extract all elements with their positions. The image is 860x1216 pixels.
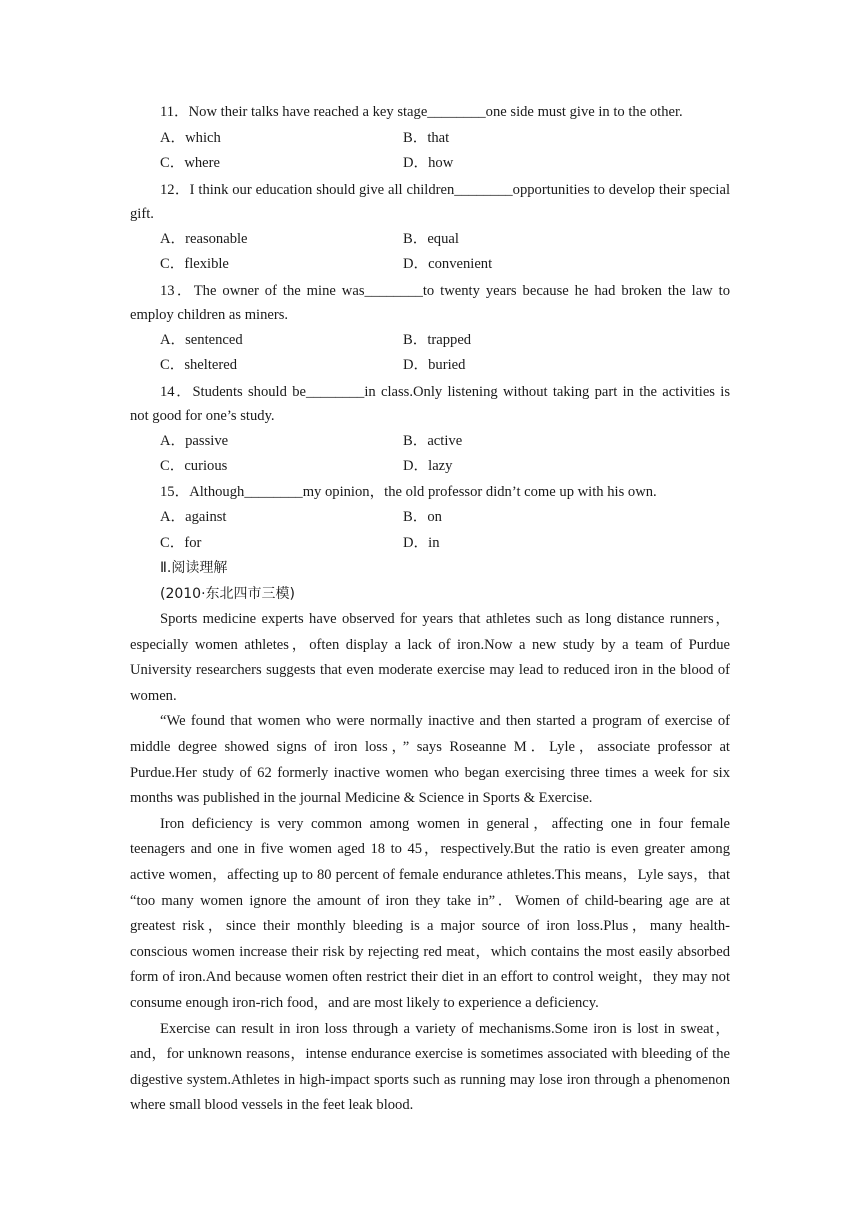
- question-14-stem: 14．Students should be________in class.Only listening without taking part in the activities is not good for one’s study.: [130, 383, 730, 424]
- source-note: (2010·东北四市三模): [160, 585, 296, 602]
- option-d: D．in: [403, 534, 440, 551]
- option-c: C．where: [160, 155, 220, 171]
- option-c: C．sheltered: [160, 357, 238, 373]
- question-12-options-row-1: [130, 227, 730, 253]
- question-12-options-row-2: [130, 252, 730, 278]
- question-11-options-row-1: [130, 126, 730, 152]
- option-c: C．for: [160, 534, 202, 551]
- option-c: C．curious: [160, 458, 228, 474]
- question-11-options-row-2: [130, 151, 730, 177]
- option-a: A．which: [160, 129, 221, 146]
- reading-paragraph-3: Iron deficiency is very common among women in general，affecting one in four female teenagers and one in five women aged 18 to 45，respectively.But the ratio is even greater among active women，affecting up to 80 percent of female endurance athletes.This means，Lyle says，that “too many women ignore the amount of iron they take in”．Women of child-bearing age are at greatest risk，since their monthly bleeding is a major source of iron loss.Plus，many health-conscious women increase their risk by rejecting red meat，which contains the most easily absorbed form of iron.And because women often restrict their diet in an effort to control weight，they may not consume enough iron-rich food，and are most likely to experience a deficiency.: [130, 815, 730, 1011]
- option-d: D．lazy: [403, 458, 453, 474]
- option-b: B．trapped: [403, 331, 472, 348]
- option-b: B．active: [403, 432, 463, 449]
- option-c: C．flexible: [160, 256, 229, 272]
- option-d: D．buried: [403, 357, 466, 373]
- option-d: D．how: [403, 155, 454, 171]
- question-13-options-row-2: [130, 353, 730, 379]
- section-title: Ⅱ.阅读理解: [160, 560, 228, 576]
- question-15-stem: 15．Although________my opinion，the old professor didn’t come up with his own.: [160, 483, 657, 500]
- option-a: A．passive: [160, 432, 229, 449]
- question-13-stem: 13．The owner of the mine was________to twenty years because he had broken the law to employ children as miners.: [130, 282, 730, 323]
- question-12-stem: 12．I think our education should give all children________opportunities to develop their special gift.: [130, 181, 730, 222]
- document-page: [130, 100, 730, 1119]
- reading-paragraph-2: “We found that women who were normally inactive and then started a program of exercise of middle degree showed signs of iron loss，” says Roseanne M．Lyle，associate professor at Purdue.Her study of 62 formerly inactive women who began exercising three times a week for six months was published in the journal Medicine & Science in Sports & Exercise.: [130, 713, 730, 807]
- option-b: B．on: [403, 509, 442, 525]
- question-14-options-row-2: [130, 454, 730, 480]
- option-a: A．sentenced: [160, 331, 243, 348]
- question-15-options-row-1: [130, 505, 730, 531]
- question-13-options-row-1: [130, 328, 730, 354]
- reading-paragraph-1: Sports medicine experts have observed for years that athletes such as long distance runners，especially women athletes，often display a lack of iron.Now a new study by a team of Purdue University researchers suggests that even moderate exercise may lead to reduced iron in the blood of women.: [130, 611, 730, 704]
- question-14-options-row-1: [130, 429, 730, 455]
- question-11-stem: 11．Now their talks have reached a key stage________one side must give in to the other.: [160, 104, 683, 120]
- option-b: B．that: [403, 129, 450, 146]
- question-15-options-row-2: [130, 531, 730, 557]
- option-a: A．against: [160, 509, 227, 525]
- reading-paragraph-4: Exercise can result in iron loss through a variety of mechanisms.Some iron is lost in sweat，and，for unknown reasons，intense endurance exercise is sometimes associated with bleeding of the digestive system.Athletes in high-impact sports such as running may lose iron through a phenomenon where small blood vessels in the feet leak blood.: [130, 1020, 730, 1114]
- option-b: B．equal: [403, 230, 459, 247]
- option-d: D．convenient: [403, 256, 493, 272]
- option-a: A．reasonable: [160, 230, 248, 247]
